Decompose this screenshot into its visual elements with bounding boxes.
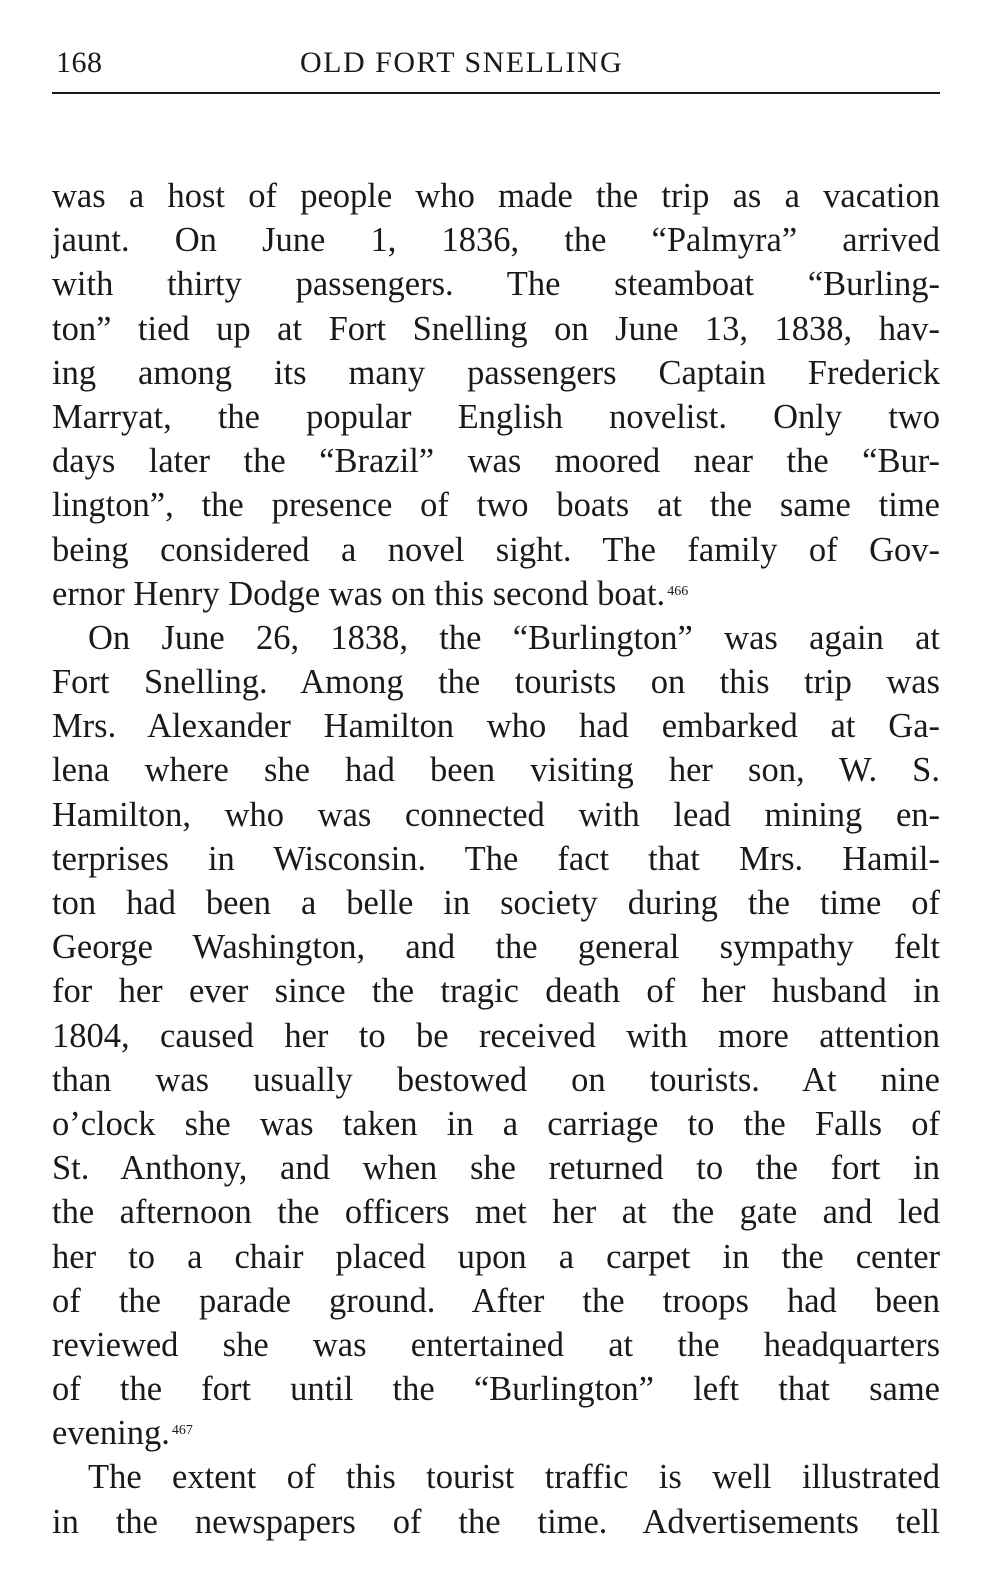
line-text: On June 26, 1838, the “Burlington” was again at: [88, 618, 940, 657]
line-text: days later the “Brazil” was moored near the “Bur-: [52, 442, 940, 481]
text-line: [52, 483, 940, 527]
line-text: ton had been a belle in society during the time of: [52, 884, 940, 922]
line-text: The extent of this tourist traffic is well illustrated: [88, 1458, 940, 1497]
text-line: [52, 307, 940, 351]
text-line: [52, 925, 940, 969]
page-number: 168: [56, 46, 103, 79]
paragraph: [52, 616, 940, 1456]
text-line: [52, 1190, 940, 1234]
line-text: than was usually bestowed on tourists. At nine: [52, 1060, 940, 1099]
line-text: 1804, caused her to be received with more attention: [52, 1016, 940, 1055]
text-line: [52, 528, 940, 572]
line-text: terprises in Wisconsin. The fact that Mrs. Hamil-: [52, 839, 940, 878]
line-text: jaunt. On June 1, 1836, the “Palmyra” arrived: [52, 221, 940, 260]
text-line: [52, 439, 940, 483]
line-text: Marryat, the popular English novelist. Only two: [52, 397, 940, 436]
text-line: [52, 616, 940, 660]
text-line: [52, 572, 940, 616]
line-text: Fort Snelling. Among the tourists on this trip was: [52, 663, 940, 702]
text-line: [52, 1235, 940, 1279]
line-text: lington”, the presence of two boats at the same time: [52, 486, 940, 525]
text-line: [52, 395, 940, 439]
body-text: [52, 174, 940, 1544]
text-line: [52, 837, 940, 881]
text-line: [52, 1500, 940, 1544]
text-line: [52, 1058, 940, 1102]
paragraph: [52, 1455, 940, 1543]
text-line: [52, 262, 940, 306]
running-title: OLD FORT SNELLING: [300, 46, 624, 79]
text-line: [52, 174, 940, 218]
line-text: the afternoon the officers met her at the gate and led: [52, 1193, 940, 1232]
text-line: [52, 1323, 940, 1367]
running-header: [52, 40, 940, 94]
text-line: [52, 881, 940, 925]
text-line: [52, 351, 940, 395]
line-text: Hamilton, who was connected with lead mining en-: [52, 795, 940, 834]
line-text: Mrs. Alexander Hamilton who had embarked at Ga-: [52, 707, 940, 746]
line-text: for her ever since the tragic death of her husband in: [52, 972, 940, 1011]
text-line: [52, 660, 940, 704]
line-text: of the parade ground. After the troops had been: [52, 1281, 940, 1320]
text-line: [52, 1455, 940, 1499]
line-text: ing among its many passengers Captain Frederick: [52, 353, 940, 392]
line-text: ton” tied up at Fort Snelling on June 13, 1838, hav-: [52, 309, 940, 348]
text-line: [52, 748, 940, 792]
text-line: [52, 218, 940, 262]
text-line: [52, 1014, 940, 1058]
text-line: [52, 969, 940, 1013]
line-text: her to a chair placed upon a carpet in the center: [52, 1237, 940, 1276]
line-text: being considered a novel sight. The family of Gov-: [52, 530, 940, 569]
line-text: with thirty passengers. The steamboat “Burling-: [52, 265, 940, 304]
line-text: George Washington, and the general sympathy felt: [52, 928, 940, 967]
line-text: evening.: [52, 1414, 170, 1453]
line-text: lena where she had been visiting her son, W. S.: [52, 751, 940, 790]
text-line: [52, 793, 940, 837]
book-page: [52, 40, 940, 1544]
paragraph: [52, 174, 940, 616]
footnote-reference: 467: [171, 1423, 193, 1439]
line-text: o’clock she was taken in a carriage to the Falls of: [52, 1104, 940, 1143]
line-text: reviewed she was entertained at the headquarters: [52, 1325, 940, 1364]
text-line: [52, 1411, 940, 1455]
text-line: [52, 1102, 940, 1146]
text-line: [52, 704, 940, 748]
footnote-reference: 466: [667, 583, 689, 599]
line-text: was a host of people who made the trip as a vacation: [52, 177, 940, 215]
text-line: [52, 1146, 940, 1190]
text-line: [52, 1367, 940, 1411]
line-text: in the newspapers of the time. Advertisements tell: [52, 1502, 940, 1541]
line-text: ernor Henry Dodge was on this second boat.: [52, 574, 666, 613]
line-text: St. Anthony, and when she returned to the fort in: [52, 1149, 940, 1188]
text-line: [52, 1279, 940, 1323]
line-text: of the fort until the “Burlington” left that same: [52, 1370, 940, 1409]
